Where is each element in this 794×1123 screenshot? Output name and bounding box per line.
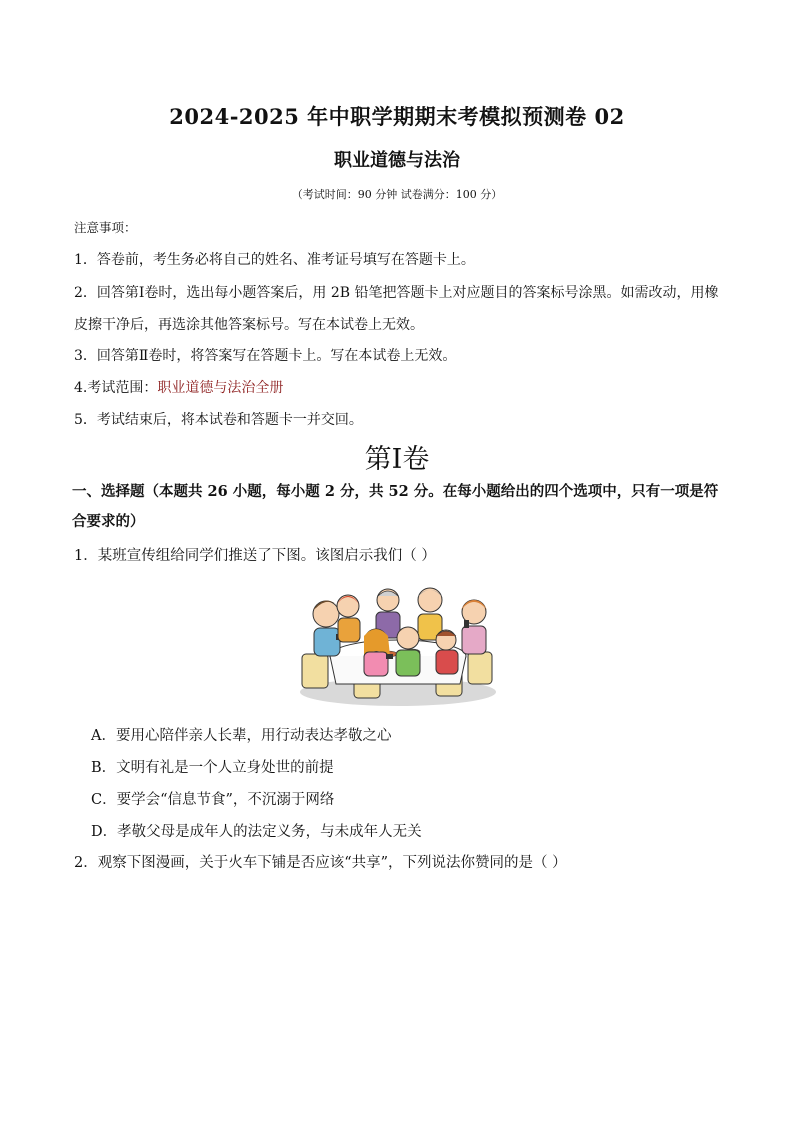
exam-title: 2024-2025 年中职学期期末考模拟预测卷 02 [169, 104, 625, 129]
question-2-stem: 2．观察下图漫画，关于火车下铺是否应该“共享”，下列说法你赞同的是（ ） [74, 855, 567, 871]
exam-scope-link[interactable]: 职业道德与法治全册 [157, 380, 284, 396]
note-item-2-line-2: 皮擦干净后，再选涂其他答案标号。写在本试卷上无效。 [74, 317, 424, 333]
subject-title: 职业道德与法治 [334, 150, 460, 171]
volume-title: 第Ⅰ卷 [364, 444, 430, 475]
question-1-option-d[interactable]: D．孝敬父母是成年人的法定义务，与未成年人无关 [91, 824, 422, 840]
note-item-4-prefix: 4.考试范围： [74, 380, 158, 396]
note-item-4 [74, 377, 283, 397]
question-1-option-b[interactable]: B．文明有礼是一个人立身处世的前提 [91, 760, 334, 776]
note-item-3: 3．回答第Ⅱ卷时，将答案写在答题卡上。写在本试卷上无效。 [74, 348, 457, 364]
question-1-stem: 1．某班宣传组给同学们推送了下图。该图启示我们（ ） [74, 548, 436, 564]
section-heading: 一、选择题（本题共 26 小题，每小题 2 分，共 52 分。在每小题给出的四个选项中，只有一项是符合要求的） [72, 483, 719, 530]
note-item-2-line-1: 2．回答第Ⅰ卷时，选出每小题答案后，用 2B 铅笔把答题卡上对应题目的答案标号涂黑。如需改动，用橡 [74, 285, 719, 301]
question-1-option-a[interactable]: A．要用心陪伴亲人长辈，用行动表达孝敬之心 [91, 728, 392, 744]
question-1-option-c[interactable]: C．要学会“信息节食”，不沉溺于网络 [91, 792, 335, 808]
note-item-1: 1．答卷前，考生务必将自己的姓名、准考证号填写在答题卡上。 [74, 252, 475, 268]
notes-heading: 注意事项： [74, 220, 137, 235]
family-dinner-phones-illustration [296, 584, 500, 710]
exam-info: （考试时间：90 分钟 试卷满分：100 分） [291, 188, 503, 201]
note-item-5: 5．考试结束后，将本试卷和答题卡一并交回。 [74, 412, 363, 428]
